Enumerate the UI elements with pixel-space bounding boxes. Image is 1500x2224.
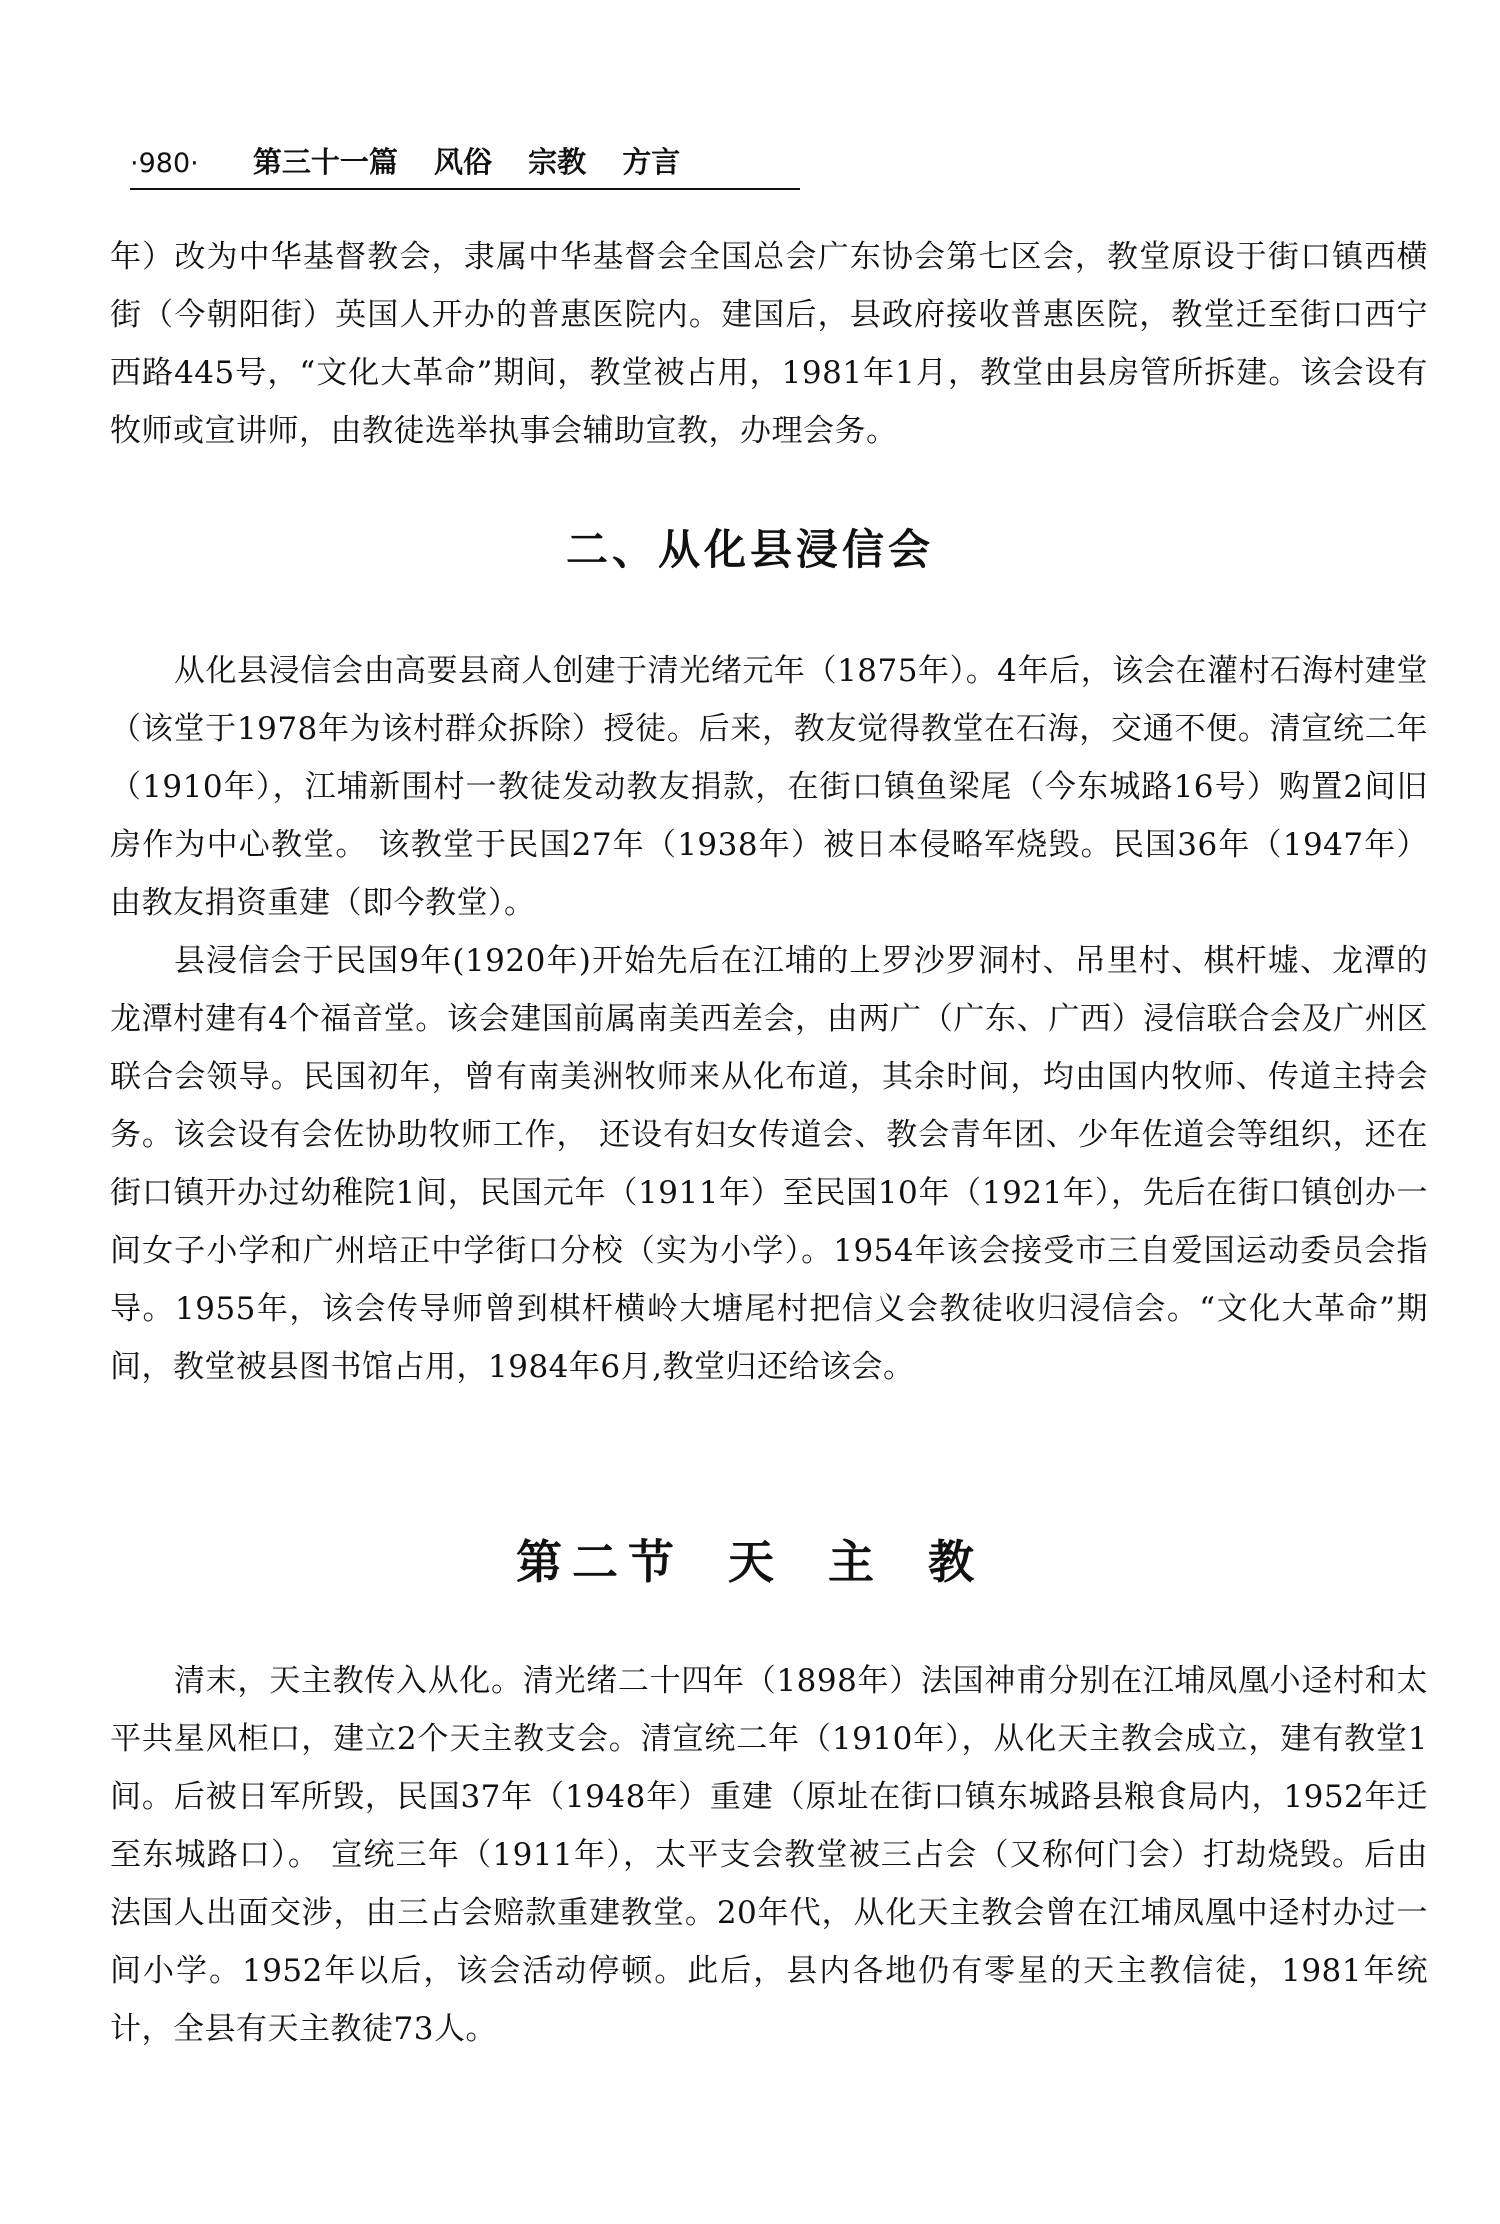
paragraph-catholicism: 清末，天主教传入从化。清光绪二十四年（1898年）法国神甫分别在江埔凤凰小迳村和太平共星风柜口，建立2个天主教支会。清宣统二年（1910年），从化天主教会成立，建有教堂1间。后被日军所毁，民国37年（1948年）重建（原址在街口镇东城路县粮食局内，1952年迁至东城路口）。 宣统三年（1911年），太平支会教堂被三占会（又称何门会）打劫烧毁。后由法国人出面交涉，由三占会赔款重建教堂。20年代，从化天主教会曾在江埔凤凰中迳村办过一间小学。1952年以后，该会活动停顿。此后，县内各地仍有零星的天主教信徒，1981年统计，全县有天主教徒73人。: [110, 1663, 1428, 2047]
part-title: 第三十一篇: [252, 145, 398, 179]
subsection-heading: 二、从化县浸信会: [565, 525, 934, 574]
paragraph-baptist-origin: 从化县浸信会由高要县商人创建于清光绪元年（1875年）。4年后，该会在灌村石海村建堂（该堂于1978年为该村群众拆除）授徒。后来，教友觉得教堂在石海，交通不便。清宣统二年（1910年），江埔新围村一教徒发动教友捐款，在街口镇鱼梁尾（今东城路16号）购置2间旧房作为中心教堂。 该教堂于民国27年（1938年）被日本侵略军烧毁。民国36年（1947年）由教友捐资重建（即今教堂）。: [110, 653, 1428, 921]
paragraph-baptist-development: 县浸信会于民国9年(1920年)开始先后在江埔的上罗沙罗洞村、吊里村、棋杆墟、龙潭的龙潭村建有4个福音堂。该会建国前属南美西差会，由两广（广东、广西）浸信联合会及广州区联合会领导。民国初年，曾有南美洲牧师来从化布道，其余时间，均由国内牧师、传道主持会务。该会设有会佐协助牧师工作， 还设有妇女传道会、教会青年团、少年佐道会等组织，还在街口镇开办过幼稚院1间，民国元年（1911年）至民国10年（1921年），先后在街口镇创办一间女子小学和广州培正中学街口分校（实为小学）。1954年该会接受市三自爱国运动委员会指导。1955年，该会传导师曾到棋杆横岭大塘尾村把信义会教徒收归浸信会。“文化大革命”期间，教堂被县图书馆占用，1984年6月,教堂归还给该会。: [110, 943, 1429, 1385]
running-header: [130, 142, 800, 190]
section-heading: 第二节 天 主 教: [515, 1535, 985, 1589]
header-subject-customs: 风俗: [433, 145, 492, 179]
page-number: ·980·: [130, 148, 199, 179]
paragraph-continued: 年）改为中华基督教会，隶属中华基督会全国总会广东协会第七区会，教堂原设于街口镇西横街（今朝阳街）英国人开办的普惠医院内。建国后，县政府接收普惠医院，教堂迁至街口西宁西路445号，“文化大革命”期间，教堂被占用，1981年1月，教堂由县房管所拆建。该会设有牧师或宣讲师，由教徒选举执事会辅助宣教，办理会务。: [110, 239, 1428, 449]
header-subject-dialect: 方言: [622, 145, 681, 179]
header-subject-religion: 宗教: [528, 145, 587, 179]
